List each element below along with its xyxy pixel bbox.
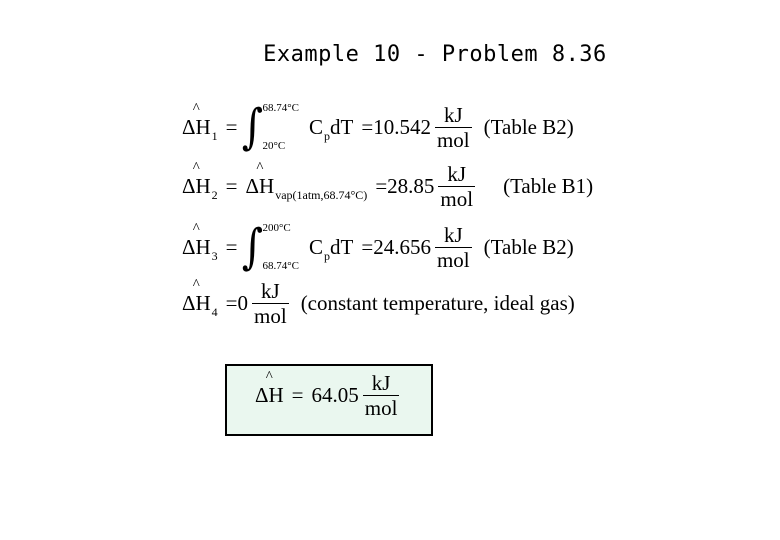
equals-2: =: [361, 234, 374, 259]
equation-1: [182, 99, 574, 155]
upper-limit: 200°C: [262, 222, 291, 234]
unit-num: kJ: [447, 162, 467, 186]
integral: [240, 99, 300, 155]
result-equation: [255, 372, 403, 419]
lhs-sub: 1: [211, 128, 218, 143]
value: 24.656: [373, 234, 431, 259]
page-title: Example 10 - Problem 8.36: [263, 42, 607, 67]
lhs-var: ^ ΔH: [255, 383, 284, 408]
integrand-sub: p: [324, 248, 331, 263]
integrand-rest: dT: [330, 114, 354, 139]
value: 64.05: [311, 383, 359, 407]
unit-num: kJ: [443, 222, 463, 247]
equals: =: [225, 291, 238, 315]
rhs-var: ^ ΔH: [246, 174, 275, 199]
lower-limit: 20°C: [262, 140, 286, 152]
source: (Table B2): [483, 234, 574, 259]
source: (Table B1): [503, 174, 594, 198]
value: 28.85: [387, 174, 435, 198]
equals: =: [225, 114, 238, 139]
lhs-var: ^ ΔH: [182, 291, 211, 316]
equals-2: =: [361, 114, 374, 139]
unit-fraction: [435, 224, 472, 271]
integral-sign-icon: ∫: [241, 219, 263, 275]
unit-num: kJ: [443, 102, 463, 127]
equals-2: =: [375, 174, 388, 198]
value: 0: [237, 291, 249, 315]
unit-den: mol: [436, 247, 470, 272]
unit-den: mol: [436, 127, 470, 152]
lhs-sub: 4: [211, 305, 218, 319]
equation-4: [182, 280, 575, 327]
source: (constant temperature, ideal gas): [300, 291, 575, 315]
equals: =: [225, 174, 238, 198]
unit-fraction: [435, 104, 472, 151]
lhs-sub: 3: [211, 248, 218, 263]
source: (Table B2): [483, 114, 574, 139]
equals: =: [291, 383, 304, 407]
unit-fraction: [438, 163, 475, 210]
unit-den: mol: [440, 187, 474, 211]
integrand-var: C: [309, 234, 324, 259]
equation-2: [182, 163, 593, 210]
integrand-var: C: [309, 114, 324, 139]
lower-limit: 68.74°C: [262, 260, 300, 272]
integral-sign-icon: ∫: [241, 99, 263, 155]
unit-fraction: [363, 372, 400, 419]
unit-den: mol: [254, 304, 287, 328]
result-box: [225, 364, 433, 436]
integral: [240, 219, 300, 275]
unit-num: kJ: [261, 279, 280, 303]
unit-den: mol: [364, 396, 398, 420]
lhs-sub: 2: [211, 188, 218, 202]
rhs-sub: vap(1atm,68.74°C): [275, 188, 368, 202]
equals: =: [225, 234, 238, 259]
lhs-var: ^ ΔH: [182, 174, 211, 199]
integrand-sub: p: [324, 128, 331, 143]
lhs-var: ^ ΔH: [182, 115, 211, 140]
unit-num: kJ: [371, 371, 391, 395]
lhs-var: ^ ΔH: [182, 235, 211, 260]
integrand-rest: dT: [330, 234, 354, 259]
upper-limit: 68.74°C: [262, 102, 300, 114]
value: 10.542: [373, 114, 431, 139]
unit-fraction: [252, 280, 289, 327]
equation-3: [182, 219, 574, 275]
